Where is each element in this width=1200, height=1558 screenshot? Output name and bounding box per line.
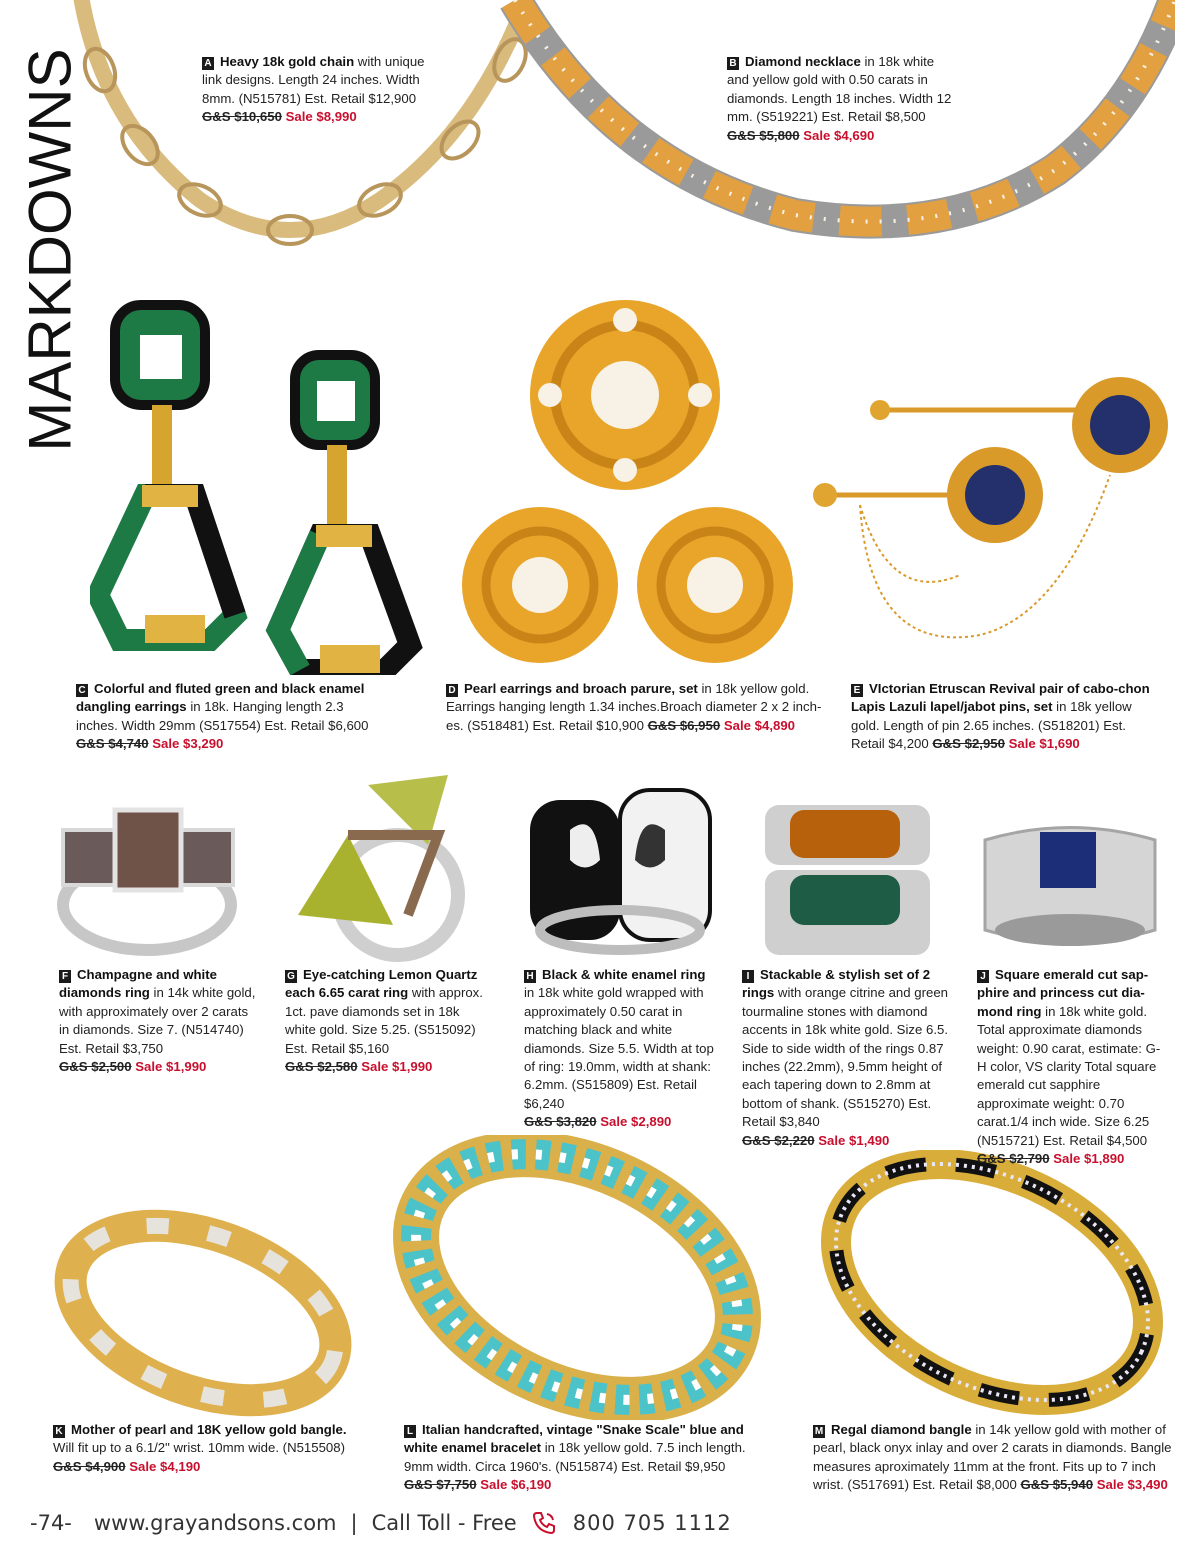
snake-scale-bracelet-image bbox=[380, 1135, 775, 1420]
gold-chain-image bbox=[60, 0, 560, 260]
sale-price: Sale $8,990 bbox=[285, 109, 357, 125]
item-title: Mother of pearl and 18K yellow gold bangle. bbox=[71, 1422, 347, 1437]
sale-price: Sale $1,890 bbox=[1053, 1151, 1125, 1167]
item-description: with approx. 1ct. pave diamonds set in 18k white gold. Size 5.25. (S515092) Est. Retail $5,160 bbox=[285, 985, 483, 1056]
item-description: with orange citrine and green tourmaline stones with diamond accents in 18k white gold. Size 6.5. Side to side width of the rings 0.87 inches (22.2mm), 9.5mm height of each tapering down to 2.8mm at bottom of shank. (S515270) Est. Retail $3,840 bbox=[742, 985, 948, 1130]
old-price: G&S $4,740 bbox=[76, 736, 149, 752]
footer-separator: | bbox=[350, 1511, 358, 1535]
sale-price: Sale $4,690 bbox=[803, 127, 875, 143]
item-j-description bbox=[977, 966, 1167, 1168]
call-label: Call Toll - Free bbox=[371, 1511, 517, 1535]
item-title: Pearl earrings and broach parure, set bbox=[464, 681, 698, 696]
item-description: in 14k yellow gold with mother of pearl, black onyx inlay and over 2 carats in diamonds. Bangle measures aproximately 11mm at the front. Fits up to 7 inch wrist. (S517691) Est. Retail $8,000 bbox=[813, 1422, 1172, 1493]
item-description: in 18k. Hanging length 2.3 inches. Width 29mm (S517554) Est. Retail $6,600 bbox=[76, 699, 369, 733]
item-letter: H bbox=[524, 970, 536, 983]
item-description: in 18k white gold wrapped with approximately 0.50 carat in matching black and white diamonds. Size 5.5. Width at top of ring: 19.0mm, width at shank: 6.2mm. (S515809) Est. Retail $6,240 bbox=[524, 985, 714, 1111]
old-price: G&S $6,950 bbox=[647, 717, 721, 733]
old-price: G&S $5,800 bbox=[727, 127, 800, 143]
item-c-description bbox=[76, 680, 376, 754]
item-b-description bbox=[727, 53, 952, 145]
enamel-ring-image bbox=[525, 780, 715, 960]
item-title: VIctorian Etruscan Revival pair of cabo-chon Lapis Lazuli lapel/jabot pins, set bbox=[851, 681, 1150, 715]
item-g-description bbox=[285, 966, 490, 1076]
old-price: G&S $2,580 bbox=[285, 1059, 358, 1075]
champagne-ring-image bbox=[55, 800, 240, 960]
item-title: Regal diamond bangle bbox=[831, 1422, 972, 1437]
lemon-quartz-ring-image bbox=[288, 765, 478, 965]
item-letter: C bbox=[76, 684, 88, 697]
sale-price: Sale $3,490 bbox=[1096, 1477, 1168, 1493]
item-letter: I bbox=[742, 970, 754, 983]
item-letter: D bbox=[446, 684, 458, 697]
enamel-earrings-image bbox=[90, 295, 430, 675]
item-letter: E bbox=[851, 684, 863, 697]
item-description: Will fit up to a 6.1/2" wrist. 10mm wide. (N515508) bbox=[53, 1440, 345, 1456]
regal-bangle-image bbox=[805, 1150, 1180, 1415]
item-title: Champagne and white diamonds ring bbox=[59, 967, 217, 1001]
item-title: Eye-catching Lemon Quartz each 6.65 carat ring bbox=[285, 967, 478, 1001]
item-e-description bbox=[851, 680, 1151, 754]
old-price: G&S $4,900 bbox=[53, 1458, 126, 1474]
item-k-description bbox=[53, 1421, 353, 1476]
old-price: G&S $10,650 bbox=[202, 109, 282, 125]
phone-icon bbox=[531, 1510, 557, 1536]
sapphire-ring-image bbox=[980, 820, 1160, 955]
item-letter: K bbox=[53, 1425, 65, 1438]
sale-price: Sale $1,490 bbox=[818, 1132, 890, 1148]
sale-price: Sale $3,290 bbox=[152, 736, 224, 752]
sale-price: Sale $4,890 bbox=[723, 717, 795, 733]
item-description: in 14k white gold, with approximately over 2 carats in diamonds. Size 7. (N514740) Est. Retail $3,750 bbox=[59, 985, 256, 1056]
item-title: Square emerald cut sap-phire and princess cut dia-mond ring bbox=[977, 967, 1149, 1019]
old-price: G&S $2,220 bbox=[742, 1132, 815, 1148]
page-number: -74- bbox=[30, 1511, 72, 1535]
item-i-description bbox=[742, 966, 957, 1150]
old-price: G&S $7,750 bbox=[404, 1477, 477, 1493]
pearl-parure-image bbox=[455, 285, 795, 670]
item-description: in 18k white gold. Total approximate diamonds weight: 0.90 carat, estimate: G-H color, VS clarity Total square emerald cut sapphire approximate weight: 0.70 carat.1/4 inch wide. Size 6.25 (N515721) Est. Retail $4,500 bbox=[977, 1003, 1161, 1148]
item-letter: L bbox=[404, 1425, 416, 1438]
website-link[interactable]: www.grayandsons.com bbox=[93, 1511, 337, 1535]
item-description: in 18k yellow gold. 7.5 inch length. 9mm width. Circa 1960's. (N515874) Est. Retail $9,950 bbox=[404, 1440, 746, 1474]
sale-price: Sale $2,890 bbox=[600, 1114, 672, 1130]
item-title: Stackable & stylish set of 2 rings bbox=[742, 967, 931, 1001]
sale-price: Sale $1,990 bbox=[135, 1059, 207, 1075]
sale-price: Sale $1,990 bbox=[361, 1059, 433, 1075]
sale-price: Sale $4,190 bbox=[129, 1458, 201, 1474]
item-h-description bbox=[524, 966, 719, 1132]
page-title: MARKDOWNS bbox=[16, 48, 84, 452]
sale-price: Sale $1,690 bbox=[1008, 736, 1080, 752]
item-description: with unique link designs. Length 24 inches. Width 8mm. (N515781) Est. Retail $12,900 bbox=[202, 54, 425, 106]
item-letter: M bbox=[814, 1426, 824, 1437]
item-letter: J bbox=[977, 970, 989, 983]
stackable-rings-image bbox=[760, 795, 935, 960]
item-description: in 18k yellow gold. Earrings hanging length 1.34 inches.Broach diameter 2 x 2 inch-es. (S518481) Est. Retail $10,900 bbox=[446, 681, 822, 733]
item-title: Heavy 18k gold chain bbox=[220, 54, 355, 69]
item-f-description bbox=[59, 966, 259, 1076]
item-title: Diamond necklace bbox=[745, 54, 861, 69]
old-price: G&S $5,940 bbox=[1020, 1477, 1094, 1493]
item-d-description bbox=[446, 680, 826, 735]
item-a-description bbox=[202, 53, 447, 127]
old-price: G&S $3,820 bbox=[524, 1114, 597, 1130]
item-letter: F bbox=[59, 970, 71, 983]
item-description: in 18k yellow gold. Length of pin 2.65 inches. (S518201) Est. Retail $4,200 bbox=[851, 699, 1132, 752]
old-price: G&S $2,790 bbox=[977, 1151, 1050, 1167]
item-title: Colorful and fluted green and black enamel dangling earrings bbox=[76, 681, 365, 715]
item-letter: G bbox=[285, 970, 297, 983]
item-description: in 18k white and yellow gold with 0.50 carats in diamonds. Length 18 inches. Width 12 mm. (S519221) Est. Retail $8,500 bbox=[727, 54, 952, 125]
sale-price: Sale $6,190 bbox=[480, 1477, 552, 1493]
page-footer bbox=[30, 1503, 1190, 1543]
item-letter: A bbox=[202, 57, 214, 70]
item-m-description bbox=[813, 1421, 1178, 1495]
lapis-pins-image bbox=[810, 375, 1180, 675]
pearl-bangle-image bbox=[45, 1205, 360, 1420]
phone-number[interactable]: 800 705 1112 bbox=[572, 1511, 732, 1535]
item-letter: B bbox=[727, 57, 739, 70]
item-title: Italian handcrafted, vintage "Snake Scale" blue and white enamel bracelet bbox=[404, 1422, 744, 1456]
item-title: Black & white enamel ring bbox=[542, 967, 706, 982]
old-price: G&S $2,500 bbox=[59, 1059, 132, 1075]
item-l-description bbox=[404, 1421, 759, 1495]
old-price: G&S $2,950 bbox=[932, 736, 1005, 752]
